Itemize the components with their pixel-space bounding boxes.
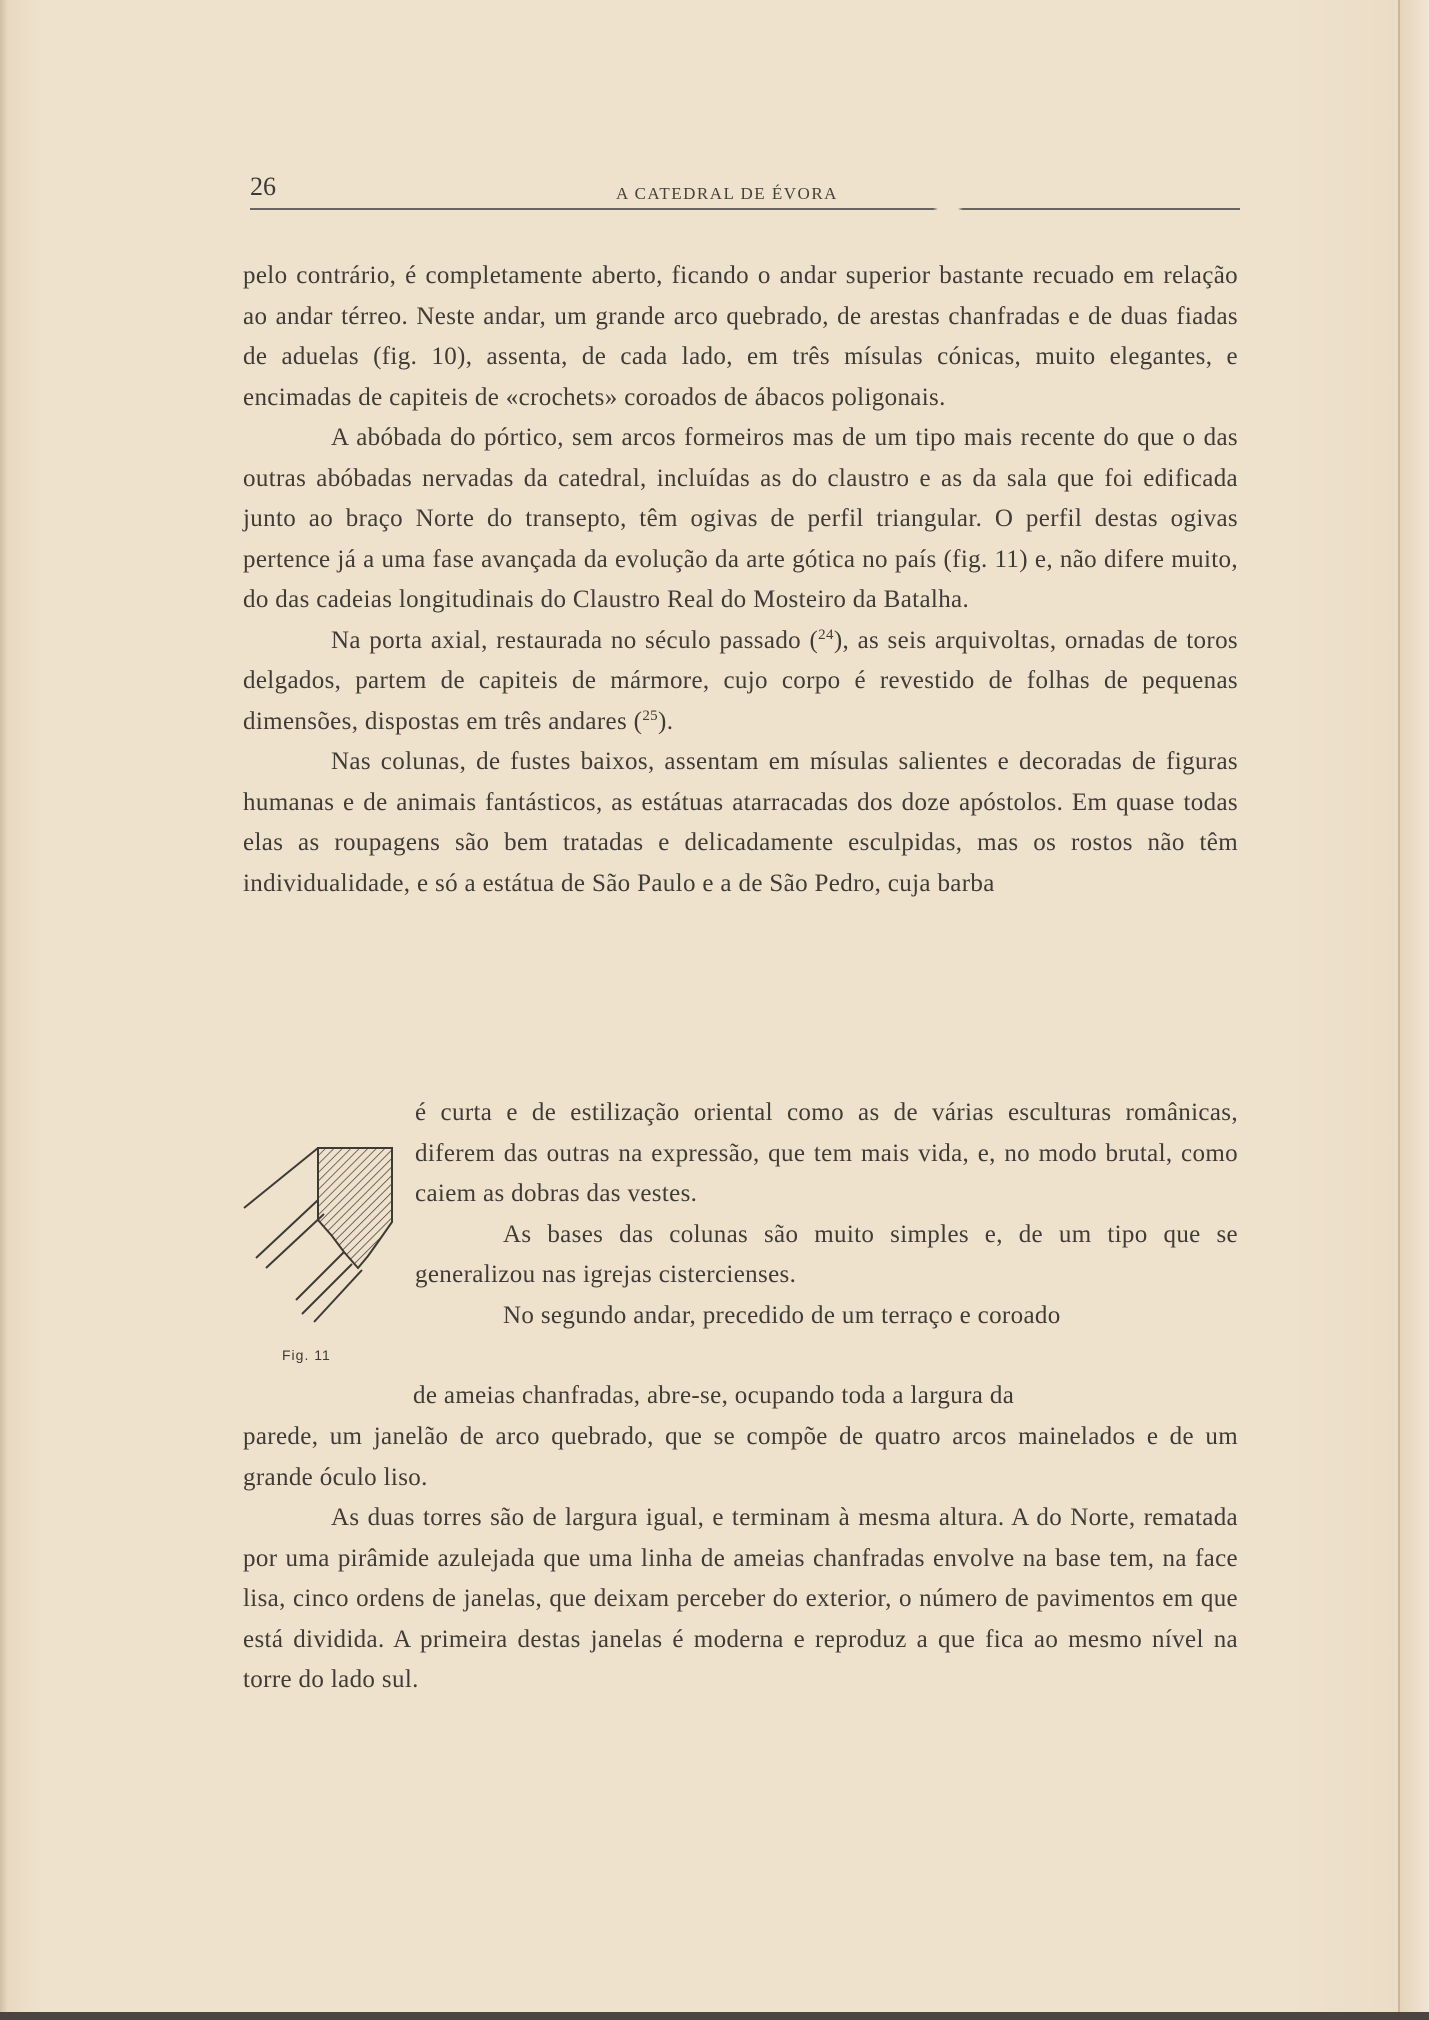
page-header	[250, 172, 1240, 220]
page-left-edge	[0, 0, 8, 2020]
paragraph-6-line-2: de ameias chanfradas, abre-se, ocupando toda a largura da	[413, 1382, 1015, 1409]
paragraph-7: As duas torres são de largura igual, e terminam à mesma altura. A do Norte, rematada por uma pirâmide azulejada que uma linha de ameias chanfradas envolve na base tem, na face lisa, cinco ordens de janelas, que deixam perceber do exterior, o número de pavimentos em que está dividida. A primeira destas janelas é moderna e reproduz a que fica ao mesmo nível na torre do lado sul.	[243, 1504, 1238, 1693]
page-number: 26	[250, 172, 276, 201]
ogive-profile-icon	[240, 1140, 410, 1330]
header-rule	[250, 208, 1240, 210]
paragraph-5: As bases das colunas são muito simples e, de um tipo que se generalizou nas igrejas cistercienses.	[415, 1220, 1238, 1288]
paragraph-2: A abóbada do pórtico, sem arcos formeiros mas de um tipo mais recente do que o das outras abóbadas nervadas da catedral, incluídas as do claustro e as da sala que foi edificada junto ao braço Norte do transepto, têm ogivas de perfil triangular. O perfil destas ogivas pertence já a uma fase avançada da evolução da arte gótica no país (fig. 11) e, não difere muito, do das cadeias longitudinais do Claustro Real do Mosteiro da Batalha.	[243, 424, 1238, 613]
paragraph-4-continuation: é curta e de estilização oriental como as de várias esculturas românicas, diferem das outras na expressão, que tem mais vida, e, no modo brutal, como caiem as dobras das vestes.	[415, 1099, 1238, 1207]
footnote-ref-25: 25	[642, 707, 659, 724]
page-bottom-edge	[0, 2012, 1429, 2020]
paragraph-1: pelo contrário, é completamente aberto, ficando o andar superior bastante recuado em relação ao andar térreo. Neste andar, um grande arco quebrado, de arestas chanfradas e de duas fiadas de aduelas (fig. 10), assenta, de cada lado, em três mísulas cónicas, muito elegantes, e encimadas de capiteis de «crochets» coroados de ábacos poligonais.	[243, 262, 1238, 411]
footnote-ref-24: 24	[818, 626, 834, 643]
running-title: A CATEDRAL DE ÉVORA	[616, 184, 838, 203]
figure-caption: Fig. 11	[282, 1347, 331, 1363]
paragraph-3: Na porta axial, restaurada no século passado ($^{24}$), as seis arquivoltas, ornadas de toros delgados, partem de capiteis de mármore, cujo corpo é revestido de folhas de pequenas dimensões, dispostas em três andares ($^{25}$).	[243, 626, 1238, 735]
paragraph-6-start: No segundo andar, precedido de um terraço e coroado	[503, 1301, 1061, 1329]
paragraph-4-wrapped	[415, 1093, 1238, 1336]
page-right-edge	[1398, 0, 1429, 2020]
body-text-upper	[243, 256, 1238, 904]
paragraph-6-rest: parede, um janelão de arco quebrado, que se compõe de quatro arcos mainelados e de um grande óculo liso. As duas torres são de largura igual, e terminam à mesma altura. A do Norte, rematada por uma pirâmide azulejada que uma linha de ameias chanfradas envolve na base tem, na face lisa, cinco ordens de janelas, que deixam perceber do exterior, o número de pavimentos em que está dividida. A primeira destas janelas é moderna e reproduz a que fica ao mesmo nível na torre do lado sul.	[243, 1417, 1238, 1701]
paragraph-4: Nas colunas, de fustes baixos, assentam em mísulas salientes e decoradas de figuras humanas e de animais fantásticos, as estátuas atarracadas dos doze apóstolos. Em quase todas elas as roupagens são bem tratadas e delicadamente esculpidas, mas os rostos não têm individualidade, e só a estátua de São Paulo e a de São Pedro, cuja barba	[243, 748, 1238, 897]
